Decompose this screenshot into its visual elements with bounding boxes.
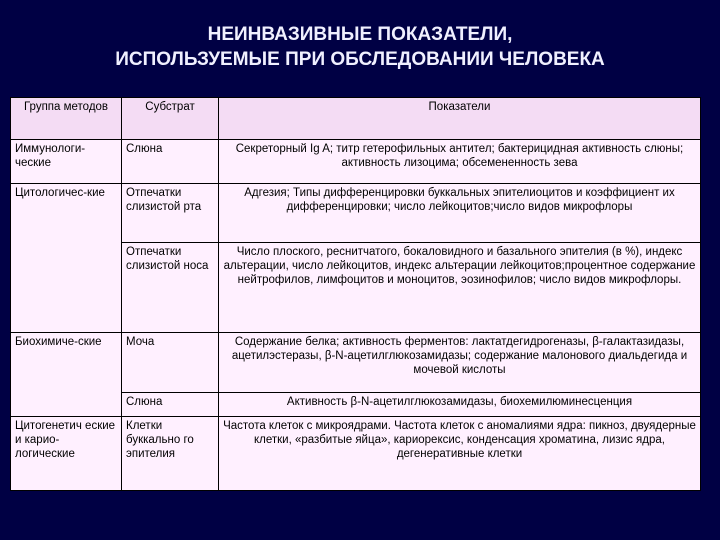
cell-substrate: Слюна [122, 140, 219, 184]
cell-indicators: Число плоского, реснитчатого, бокаловидного и базального эпителия (в %), индекс альтерации, число лейкоцитов, индекс альтерации лейкоцитов;процентное содержание нейтрофилов, лимфоцитов и моноцитов, эозинофилов; число видов микрофлоры. [219, 243, 701, 333]
cell-substrate: Моча [122, 333, 219, 393]
title-line-1: НЕИНВАЗИВНЫЕ ПОКАЗАТЕЛИ, [207, 24, 513, 45]
table-row [11, 140, 701, 184]
cell-group: Биохимиче-ские [11, 333, 122, 417]
header-substrate: Субстрат [122, 98, 219, 140]
header-indicators: Показатели [219, 98, 701, 140]
table-row [11, 333, 701, 393]
cell-indicators: Секреторный Ig A; титр гетерофильных антител; бактерицидная активность слюны; активность лизоцима; обсемененность зева [219, 140, 701, 184]
indicators-table [10, 97, 701, 491]
table-header-row [11, 98, 701, 140]
page-title [0, 22, 720, 72]
cell-group: Иммунологи-ческие [11, 140, 122, 184]
cell-group: Цитогенетич еские и карио-логические [11, 417, 122, 491]
cell-indicators: Активность β-N-ацетилглюкозамидазы, биохемилюминесценция [219, 393, 701, 417]
cell-substrate: Клетки буккально го эпителия [122, 417, 219, 491]
cell-substrate: Отпечатки слизистой рта [122, 184, 219, 243]
title-line-2: ИСПОЛЬЗУЕМЫЕ ПРИ ОБСЛЕДОВАНИИ ЧЕЛОВЕКА [115, 49, 605, 70]
cell-indicators: Частота клеток с микроядрами. Частота клеток с аномалиями ядра: пикноз, двуядерные клетки, «разбитые яйца», кариорексис, конденсация хроматина, лизис ядра, дегенеративные клетки [219, 417, 701, 491]
cell-indicators: Адгезия; Типы дифференцировки буккальных эпителиоцитов и коэффициент их дифференцировки; число лейкоцитов;число видов микрофлоры [219, 184, 701, 243]
table-row [11, 417, 701, 491]
cell-group: Цитологичес-кие [11, 184, 122, 333]
cell-indicators: Содержание белка; активность ферментов: лактатдегидрогеназы, β-галактазидазы, ацетилэстеразы, β-N-ацетилглюкозамидазы; содержание малонового диальдегида и мочевой кислоты [219, 333, 701, 393]
header-group: Группа методов [11, 98, 122, 140]
cell-substrate: Отпечатки слизистой носа [122, 243, 219, 333]
table-row [11, 184, 701, 243]
cell-substrate: Слюна [122, 393, 219, 417]
